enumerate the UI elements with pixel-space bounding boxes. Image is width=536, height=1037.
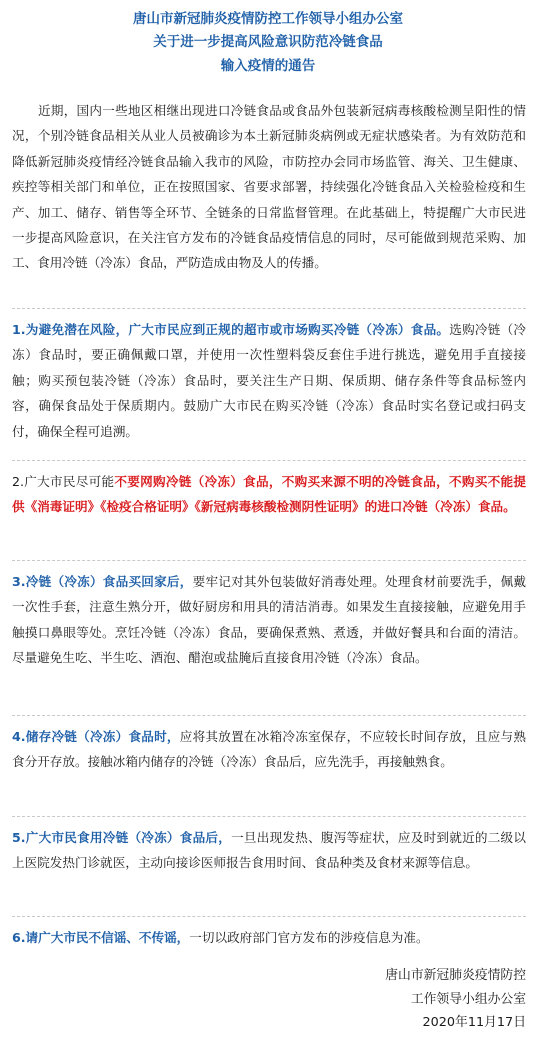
item-6-paragraph xyxy=(12,916,526,950)
item-3-lead: 3.冷链（冷冻）食品买回家后， xyxy=(12,574,193,589)
item-3-body: 要牢记对其外包装做好消毒处理。处理食材前要洗手，佩戴一次性手套，注意生熟分开，做好厨房和用具的清洁消毒。如果发生直接接触，应避免用手触摸口鼻眼等处。烹饪冷链（冷冻）食品，要确保煮熟、煮透，并做好餐具和台面的清洁。尽量避免生吃、半生吃、酒泡、醋泡或盐腌后直接食用冷链（冷冻）食品。 xyxy=(12,574,526,666)
notice-title-line-1: 关于进一步提高风险意识防范冷链食品 xyxy=(153,34,383,50)
notice-title-line-2: 输入疫情的通告 xyxy=(220,58,316,74)
intro-paragraph: 近期，国内一些地区相继出现进口冷链食品或食品外包装新冠病毒核酸检测呈阳性的情况，个别冷链食品相关从业人员被确诊为本土新冠肺炎病例或无症状感染者。为有效防范和降低新冠肺炎疫情经冷链食品输入我市的风险，市防控办会同市场监管、海关、卫生健康、疾控等相关部门和单位，正在按照国家、省要求部署，持续强化冷链食品入关检验检疫和生产、加工、储存、销售等全环节、全链条的日常监督管理。在此基础上，特提醒广大市民进一步提高风险意识，在关注官方发布的冷链食品疫情信息的同时，尽可能做到规范采购、加工、食用冷链（冷冻）食品，严防造成由物及人的传播。 xyxy=(12,103,526,271)
item-6-body: 一切以政府部门官方发布的涉疫信息为准。 xyxy=(189,930,429,945)
item-6-lead: 6.请广大市民不信谣、不传谣， xyxy=(12,930,190,945)
item-1-lead: 1.为避免潜在风险，广大市民应到正规的超市或市场购买冷链（冷冻）食品。 xyxy=(12,322,450,337)
item-5-body: 一旦出现发热、腹泻等症状，应及时到就近的二级以上医院发热门诊就医，主动向接诊医师报告食用时间、食品种类及食材来源等信息。 xyxy=(12,830,526,871)
item-2-prefix: 2.广大市民尽可能 xyxy=(12,474,115,489)
item-4-lead: 4.储存冷链（冷冻）食品时， xyxy=(12,729,180,744)
signature-issuer-line-2: 工作领导小组办公室 xyxy=(410,992,526,1007)
item-1-paragraph xyxy=(12,308,526,444)
item-2-paragraph xyxy=(12,460,526,520)
notice-issuer-title: 唐山市新冠肺炎疫情防控工作领导小组办公室 xyxy=(133,11,403,27)
item-4-paragraph xyxy=(12,715,526,775)
item-5-paragraph xyxy=(12,816,526,876)
item-4-body: 应将其放置在冰箱冷冻室保存，不应较长时间存放，且应与熟食分开存放。接触冰箱内储存的冷链（冷冻）食品后，应先洗手，再接触熟食。 xyxy=(12,729,526,770)
item-5-lead: 5.广大市民食用冷链（冷冻）食品后， xyxy=(12,830,232,845)
item-2-warning: 不要网购冷链（冷冻）食品，不购买来源不明的冷链食品，不购买不能提供《消毒证明》《检疫合格证明》《新冠病毒核酸检测阴性证明》的进口冷链（冷冻）食品。 xyxy=(12,474,526,515)
item-1-body: 选购冷链（冷冻）食品时，要正确佩戴口罩，并使用一次性塑料袋反套住手进行挑选，避免用手直接接触；购买预包装冷链（冷冻）食品时，要关注生产日期、保质期、储存条件等食品标签内容，确保食品处于保质期内。鼓励广大市民在购买冷链（冷冻）食品时实名登记或扫码支付，确保全程可追溯。 xyxy=(12,322,527,439)
signature-date: 2020年11月17日 xyxy=(422,1015,526,1030)
signature-issuer-line-1: 唐山市新冠肺炎疫情防控 xyxy=(385,968,526,983)
item-3-paragraph xyxy=(12,560,526,671)
